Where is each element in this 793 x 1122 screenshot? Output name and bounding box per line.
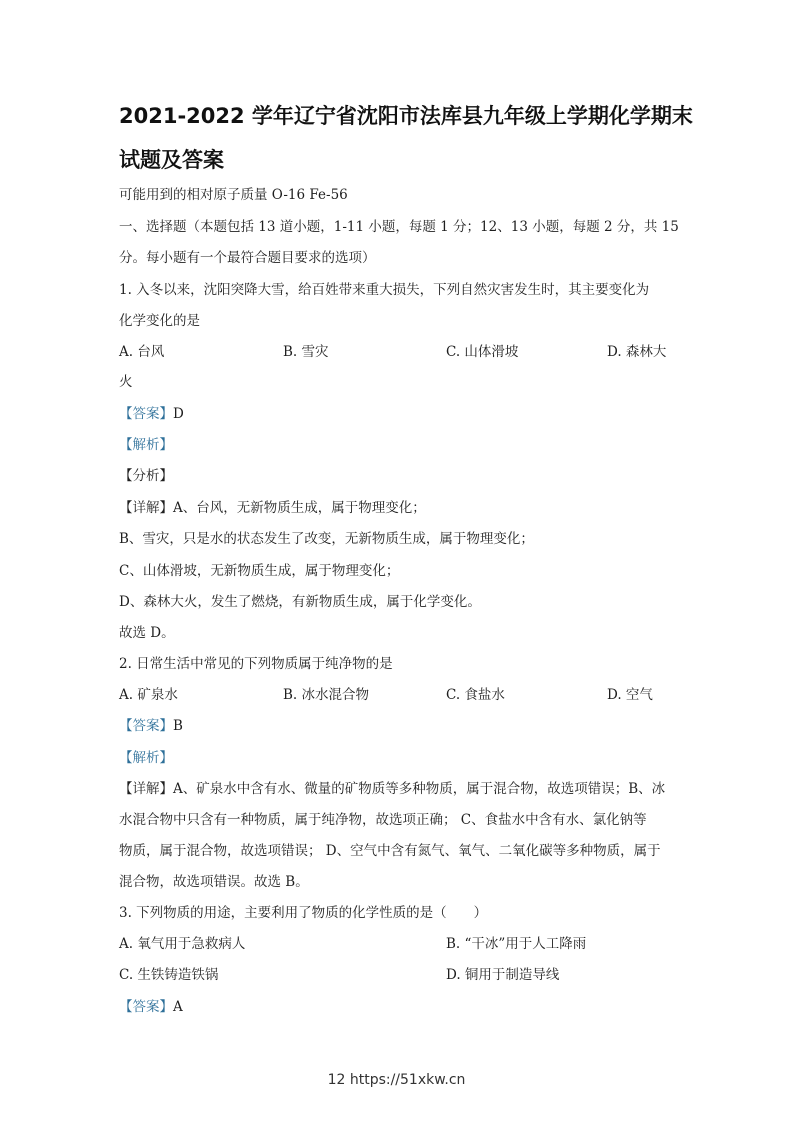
q1-stem-line2: 化学变化的是: [119, 313, 200, 329]
q3-stem: 3. 下列物质的用途，主要利用了物质的化学性质的是（ ）: [119, 905, 488, 921]
q1-analysis-tag: [119, 435, 173, 455]
page-title-line1: 2021-2022 学年辽宁省沈阳市法库县九年级上学期化学期末: [119, 104, 693, 128]
section-heading-line2: 分。每小题有一个最符合题目要求的选项）: [119, 250, 376, 266]
q1-detail-line1: [119, 498, 426, 518]
q3-answer: [119, 997, 183, 1017]
detail-text: A、台风，无新物质生成，属于物理变化；: [173, 500, 426, 516]
answer-tag: 【答案】: [119, 718, 173, 734]
q2-option-d: D. 空气: [607, 687, 653, 703]
q2-analysis-tag: [119, 748, 173, 768]
q2-stem: 2. 日常生活中常见的下列物质属于纯净物的是: [119, 656, 393, 672]
q3-option-a: A. 氧气用于急救病人: [119, 936, 246, 952]
q1-option-d-continued: 火: [119, 374, 133, 390]
atomic-mass-note: 可能用到的相对原子质量 O-16 Fe-56: [119, 187, 348, 203]
q1-stem-line1: 1. 入冬以来，沈阳突降大雪，给百姓带来重大损失，下列自然灾害发生时，其主要变化为: [119, 282, 650, 298]
q2-detail-line2: 水混合物中只含有一种物质，属于纯净物，故选项正确； C、食盐水中含有水、氯化钠等: [119, 812, 647, 828]
answer-value: A: [173, 999, 183, 1015]
q2-option-a: A. 矿泉水: [119, 687, 178, 703]
q1-option-b: B. 雪灾: [283, 344, 329, 360]
q3-option-b: B. “干冰”用于人工降雨: [446, 936, 587, 952]
analysis-tag: 【解析】: [119, 750, 173, 766]
detail-tag: 【详解】: [119, 781, 173, 797]
q3-option-c: C. 生铁铸造铁锅: [119, 967, 219, 983]
page-title-line2: 试题及答案: [119, 148, 224, 172]
q2-detail-line1: [119, 779, 665, 799]
q2-detail-line3: 物质，属于混合物，故选项错误； D、空气中含有氮气、氧气、二氧化碳等多种物质，属于: [119, 843, 661, 859]
detail-text: A、矿泉水中含有水、微量的矿物质等多种物质，属于混合物，故选项错误；B、冰: [173, 781, 666, 797]
answer-tag: 【答案】: [119, 999, 173, 1015]
q2-answer: [119, 716, 183, 736]
answer-tag: 【答案】: [119, 406, 173, 422]
q1-option-c: C. 山体滑坡: [446, 344, 519, 360]
q2-option-c: C. 食盐水: [446, 687, 505, 703]
q1-answer: [119, 404, 184, 424]
answer-value: B: [173, 718, 183, 734]
q1-fenxi-tag: [119, 466, 173, 486]
q1-option-a: A. 台风: [119, 344, 165, 360]
q2-detail-line4: 混合物，故选项错误。故选 B。: [119, 874, 309, 890]
q1-option-d: D. 森林大: [607, 344, 667, 360]
q3-option-d: D. 铜用于制造导线: [446, 967, 560, 983]
section-heading-line1: 一、选择题（本题包括 13 道小题，1-11 小题，每题 1 分；12、13 小题，每题 2 分，共 15: [119, 219, 679, 235]
page-footer: 12 https://51xkw.cn: [327, 1072, 466, 1088]
fenxi-tag: 【分析】: [119, 468, 173, 484]
answer-value: D: [173, 406, 184, 422]
q2-option-b: B. 冰水混合物: [283, 687, 370, 703]
q1-detail-line3: C、山体滑坡，无新物质生成，属于物理变化；: [119, 563, 400, 579]
detail-tag: 【详解】: [119, 500, 173, 516]
q1-detail-line4: D、森林大火，发生了燃烧，有新物质生成，属于化学变化。: [119, 594, 481, 610]
q1-detail-line2: B、雪灾，只是水的状态发生了改变，无新物质生成，属于物理变化；: [119, 531, 534, 547]
q1-conclusion: 故选 D。: [119, 625, 175, 641]
analysis-tag: 【解析】: [119, 437, 173, 453]
